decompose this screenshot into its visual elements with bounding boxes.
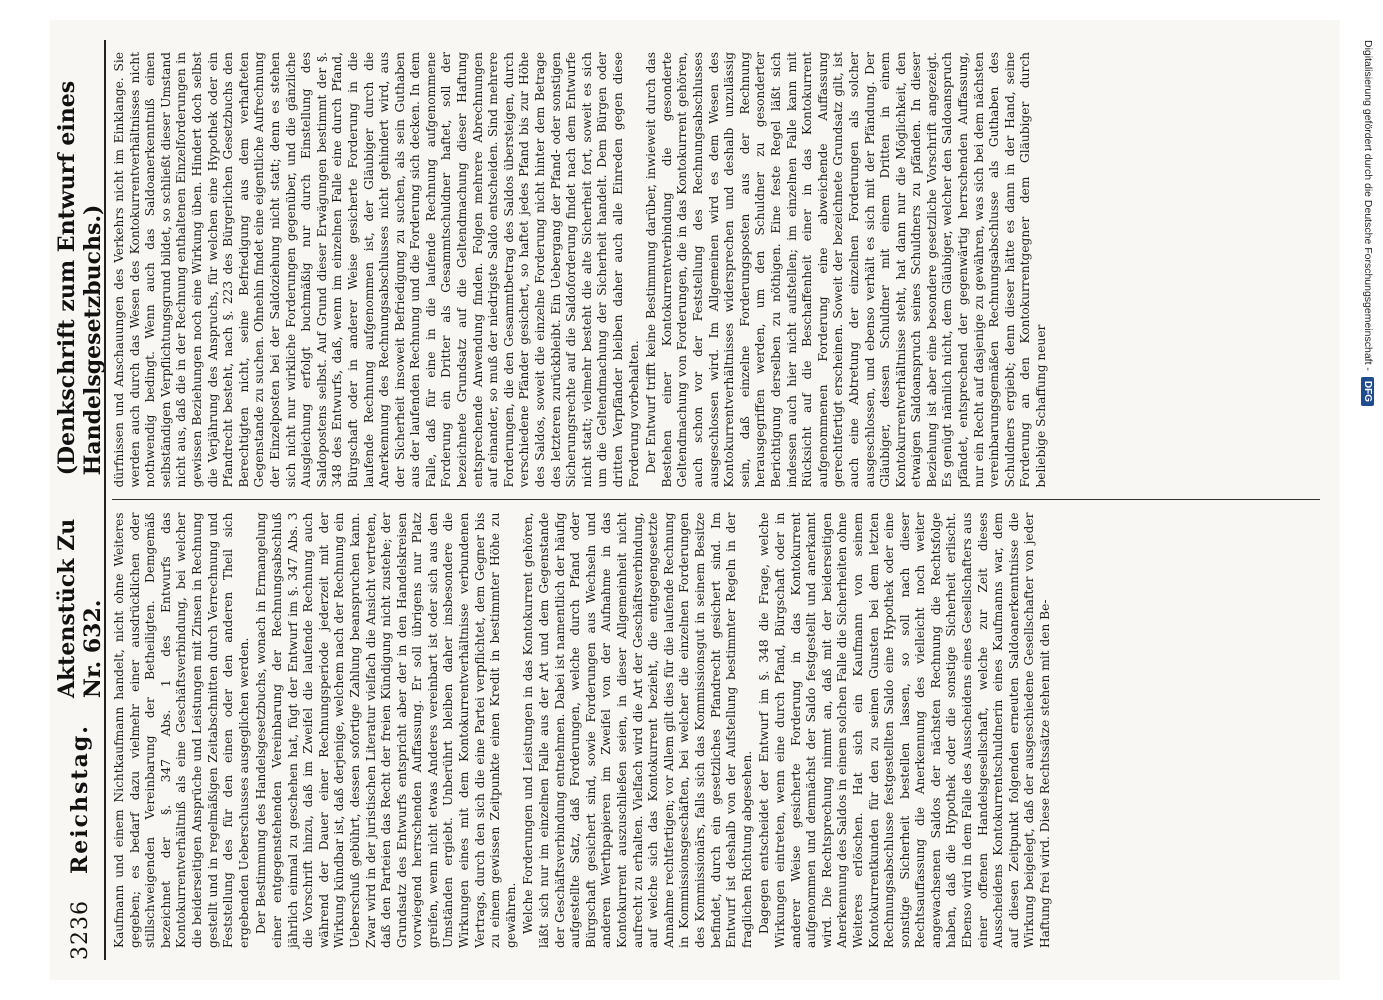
rotated-page-content (50, 20, 1340, 980)
left-paragraph-3: Welche Forderungen und Leistungen in das Kontokurrent gehören, läßt sich nur im einzelnen Falle aus der Art und dem Gegenstande der Geschäftsverbindung entnehmen. Dabei ist namentlich der häufig aufgestellte Satz, daß Forderungen, welche durch Pfand oder Bürgschaft gesichert sind, sowie Forderungen aus Wechseln und anderen Werthpapieren im Zweifel von der Aufnahme in das Kontokurrent auszuschließen seien, in dieser Allgemeinheit nicht aufrecht zu erhalten. Vielfach wird die Art der Geschäftsverbindung, auf welche sich das Kontokurrent bezieht, die entgegengesetzte Annahme rechtfertigen; vor Allem gilt dies für die laufende Rechnung in Kommissionsgeschäften, bei welcher die einzelnen Forderungen des Kommissionärs, falls sich das Kommissionsgut in seinem Besitze befindet, durch ein gesetzliches Pfandrecht gesichert sind. Im Entwurf ist deshalb von der Aufstellung bestimmter Regeln in der fraglichen Richtung abgesehen. (521, 512, 754, 948)
page-header (54, 40, 106, 960)
left-column (112, 501, 1320, 961)
header-title: Reichstag. (67, 724, 93, 874)
digitization-note-text-wrap (1359, 40, 1377, 940)
dfg-logo: DFG (1362, 377, 1375, 406)
scanned-page (50, 20, 1340, 980)
left-paragraph-2: Der Bestimmung des Handelsgesetzbuchs, wonach in Ermangelung einer entgegenstehenden Vereinbarung der Rechnungsabschluß jährlich einmal zu geschehen hat, fügt der Entwurf im §. 347 Abs. 3 die Vorschrift hinzu, daß im Zweifel die laufende Rechnung auch während der Dauer einer Rechnungsperiode jederzeit mit der Wirkung kündbar ist, daß derjenige, welchem nach der Rechnung ein Ueberschuß gebührt, dessen sofortige Zahlung beanspruchen kann. Zwar wird in der juristischen Literatur vielfach die Ansicht vertreten, daß den Parteien das Recht der freien Kündigung nicht zustehe; der Grundsatz des Entwurfs entspricht aber der in den Handelskreisen vorwiegend herrschenden Auffassung. Er soll übrigens nur Platz greifen, wenn nicht etwas Anderes vereinbart ist oder sich aus den Umständen ergiebt. Unberührt bleiben daher insbesondere die Wirkungen eines mit dem Kontokurrentverhältnisse verbundenen Vertrags, durch den sich die eine Partei verpflichtet, dem Gegner bis zu einem gewissen Zeitpunkte einen Kredit in bestimmter Höhe zu gewähren. (254, 512, 518, 948)
column-divider (112, 500, 1320, 501)
right-paragraph-2: Der Entwurf trifft keine Bestimmung darüber, inwieweit durch das Bestehen einer Kontokurrentverbindung die gesonderte Geltendmachung von Forderungen, die in das Kontokurrent gehören, auch schon vor der Feststellung des Rechnungsabschlusses ausgeschlossen wird. Im Allgemeinen wird es dem Wesen des Kontokurrentverhältnisses widersprechen und deshalb unzulässig sein, daß einzelne Forderungsposten aus der Rechnung herausgegriffen werden, um den Schuldner zu gesonderter Berichtigung derselben zu nöthigen. Eine feste Regel läßt sich indessen auch hier nicht aufstellen; im einzelnen Falle kann mit Rücksicht auf die Beschaffenheit einer in das Kontokurrent aufgenommenen Forderung eine abweichende Auffassung gerechtfertigt erscheinen. Soweit der bezeichnete Grundsatz gilt, ist auch eine Abtretung der einzelnen Forderungen als solcher ausgeschlossen, und ebenso verhält es sich mit der Pfändung. Der Gläubiger, dessen Schuldner mit einem Dritten in einem Kontokurrentverhältnisse steht, hat dann nur die Möglichkeit, den etwaigen Saldoanspruch seines Schuldners zu pfänden. In dieser Beziehung ist aber eine besondere gesetzliche Vorschrift angezeigt. Es genügt nämlich nicht, dem Gläubiger, welcher den Saldoanspruch pfändet, entsprechend der gegenwärtig herrschenden Auffassung, nur ein Recht auf dasjenige zu gewähren, was sich bei dem nächsten vereinbarungsgemäßen Rechnungsabschlusse als Guthaben des Schuldners ergiebt; denn dieser hätte es dann in der Hand, seine Forderung an den Kontokurrentgegner dem Gläubiger durch beliebige Schaffung neuer (644, 52, 1049, 488)
digitization-note-text: Digitalisierung gefördert durch die Deutsche Forschungsgemeinschaft - (1362, 40, 1374, 371)
left-paragraph-4: Dagegen entscheidet der Entwurf im §. 348 die Frage, welche Wirkungen eintreten, wenn eine durch Pfand, Bürgschaft oder in anderer Weise gesicherte Forderung in das Kontokurrent aufgenommen und demnächst der Saldo festgestellt und anerkannt wird. Die Rechtsprechung nimmt an, daß mit der beiderseitigen Anerkennung des Saldos in einem solchen Falle die Sicherheiten ohne Weiteres erlöschen. Hat sich ein Kaufmann von seinem Kontokurrentkunden für den zu seinen Gunsten bei dem letzten Rechnungsabschlusse festgestellten Saldo eine Hypothek oder eine sonstige Sicherheit bestellen lassen, so soll nach dieser Rechtsauffassung die Anerkennung des vielleicht noch weiter angewachsenen Saldos der nächsten Rechnung die Rechtsfolge haben, daß die Hypothek oder die sonstige Sicherheit erlischt. Ebenso wird in dem Falle des Ausscheidens eines Gesellschafters aus einer offenen Handelsgesellschaft, welche zur Zeit dieses Ausscheidens Kontokurrentschuldnerin eines Kaufmanns war, dem auf diesen Zeitpunkt folgenden erneuten Saldoanerkenntnisse die Wirkung beigelegt, daß der ausgeschiedene Gesellschafter von jeder Haftung frei wird. Diese Rechtssätze stehen mit den Be- (757, 512, 1053, 948)
text-columns (112, 40, 1320, 960)
header-subtitle: Aktenstück Zu Nr. 632. (54, 518, 106, 699)
header-rule (104, 40, 106, 960)
right-column (112, 40, 1320, 500)
page-number: 3236 (67, 900, 93, 960)
header-parenthetical: (Denkschrift zum Entwurf eines Handelsgesetzbuchs.) (54, 80, 106, 476)
right-paragraph-1: dürfnissen und Anschauungen des Verkehrs nicht im Einklange. Sie werden auch durch das Wesen des Kontokurrentverhältnisses nicht nothwendig bedingt. Wenn auch das Saldoanerkenntniß einen selbständigen Verpflichtungsgrund bildet, so schließt dieser Umstand nicht aus, daß die in der Rechnung enthaltenen Einzelforderungen in gewissen Beziehungen noch eine Wirkung üben. Hindert doch selbst die Verjährung des Anspruchs, für welchen eine Hypothek oder ein Pfandrecht besteht, nach §. 223 des Bürgerlichen Gesetzbuchs den Berechtigten nicht, seine Befriedigung aus dem verhafteten Gegenstande zu suchen. Ohnehin findet eine eigentliche Aufrechnung der Einzelposten bei der Saldoziehung nicht statt; denn es stehen sich nicht nur wirkliche Forderungen gegenüber, und die gänzliche Ausgleichung erfolgt buchmäßig nur durch Einstellung des Saldopostens selbst. Auf Grund dieser Erwägungen bestimmt der §. 348 des Entwurfs, daß, wenn im einzelnen Falle eine durch Pfand, Bürgschaft oder in anderer Weise gesicherte Forderung in die laufende Rechnung aufgenommen ist, der Gläubiger durch die Anerkennung des Rechnungsabschlusses nicht gehindert wird, aus der Sicherheit insoweit Befriedigung zu suchen, als sein Guthaben aus der laufenden Rechnung und die Forderung sich decken. In dem Falle, daß für eine in die laufende Rechnung aufgenommene Forderung ein Dritter als Gesammtschuldner haftet, soll der bezeichnete Grundsatz auf die Geltendmachung dieser Haftung entsprechende Anwendung finden. Folgen mehrere Abrechnungen auf einander, so muß der niedrigste Saldo entscheiden. Sind mehrere Forderungen, die den Gesammtbetrag des Saldos übersteigen, durch verschiedene Pfänder gesichert, so haftet jedes Pfand bis zur Höhe des Saldos, soweit die einzelne Forderung nicht hinter dem Betrage des letzteren zurückbleibt. Ein Uebergang der Pfand- oder sonstigen Sicherungsrechte auf die Saldoforderung findet nach dem Entwurfe nicht statt; vielmehr besteht die alte Sicherheit fort, soweit es sich um die Geltendmachung der Sicherheit handelt. Dem Bürgen oder dritten Verpfänder bleiben daher auch alle Einreden gegen diese Forderung vorbehalten. (112, 52, 641, 488)
digitization-note (1359, 40, 1377, 940)
left-paragraph-1: Kaufmann und einem Nichtkaufmann handelt, nicht ohne Weiteres gegeben; es bedarf dazu vielmehr einer ausdrücklichen oder stillschweigenden Vereinbarung der Betheiligten. Demgemäß bezeichnet der §. 347 Abs. 1 des Entwurfs das Kontokurrentverhältniß als eine Geschäftsverbindung, bei welcher die beiderseitigen Ansprüche und Leistungen mit Zinsen in Rechnung gestellt und in regelmäßigen Zeitabschnitten durch Verrechnung und Feststellung des für den einen oder den anderen Theil sich ergebenden Ueberschusses ausgeglichen werden. (112, 512, 251, 948)
